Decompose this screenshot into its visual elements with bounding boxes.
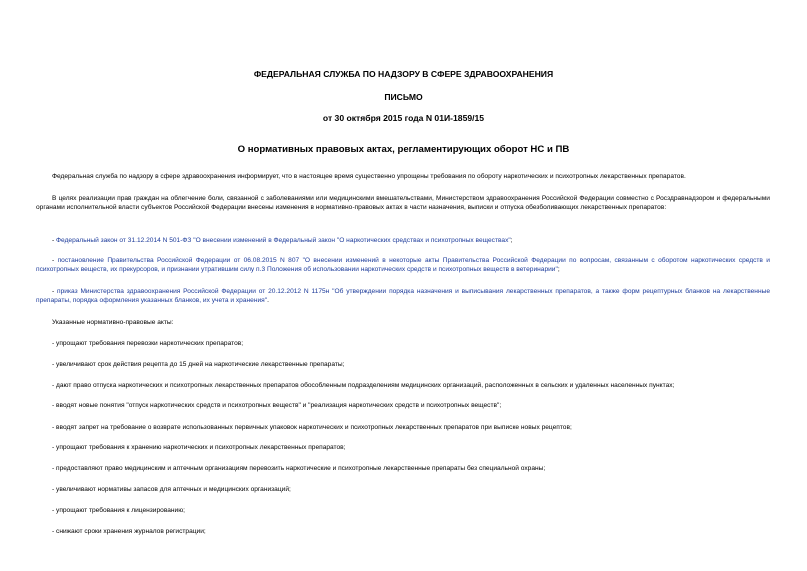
order-1175n-link[interactable]: приказ Министерства здравоохранения Российской Федерации от 20.12.2012 N 1175н "Об утверждении порядка назначения и выписывания лекарственных препаратов, а также форм рецептурных бланков на лекарственные препараты, порядка оформления указанных бланков, их учета и хранения" (36, 288, 771, 305)
list-item: - вводят новые понятия "отпуск наркотических средств и психотропных веществ" и "реализация наркотических средств и психотропных веществ"; (52, 402, 502, 409)
list-item: - снижают сроки хранения журналов регистрации; (52, 528, 206, 535)
list-item: - увеличивают нормативы запасов для аптечных и медицинских организаций; (52, 486, 291, 493)
issuing-organization: ФЕДЕРАЛЬНАЯ СЛУЖБА ПО НАДЗОРУ В СФЕРЕ ЗДРАВООХРАНЕНИЯ (253, 69, 554, 79)
list-item: - дают право отпуска наркотических и психотропных лекарственных препаратов обособленным подразделениям медицинских организаций, расположенных в сельских и удаленных населенных пунктах; (52, 382, 675, 389)
list-item: - упрощают требования к хранению наркотических и психотропных лекарственных препаратов; (52, 444, 346, 451)
decree-807-link[interactable]: постановление Правительства Российской Федерации от 06.08.2015 N 807 "О внесении изменений в некоторые акты Правительства Российской Федерации по вопросам, связанным с оборотом наркотических средств и психотропных веществ, их прекурсоров, и признании утратившим силу п.3 Положения об использовании наркотических средств и психотропных веществ в ветеринарии" (36, 257, 770, 274)
list-item: - увеличивают срок действия рецепта до 15 дней на наркотические лекарственные препараты; (52, 361, 345, 368)
document-type: ПИСЬМО (384, 92, 423, 102)
document-subject: О нормативных правовых актах, регламентирующих оборот НС и ПВ (237, 144, 570, 155)
list-item: - предоставляют право медицинским и аптечным организациям перевозить наркотические и психотропные лекарственные препараты без специальной охраны; (52, 465, 546, 472)
document-date-number: от 30 октября 2015 года N 01И-1859/15 (322, 113, 485, 123)
intro-paragraph: Федеральная служба по надзору в сфере здравоохранения информирует, что в настоящее время существенно упрощены требования по обороту наркотических и психотропных лекарственных препаратов. (52, 173, 686, 180)
law-501-fz-link[interactable]: Федеральный закон от 31.12.2014 N 501-ФЗ "О внесении изменений в Федеральный закон "О наркотических средствах и психотропных веществах" (56, 237, 511, 244)
list-item: - упрощают требования к лицензированию; (52, 507, 186, 514)
list-item: - упрощают требования перевозки наркотических препаратов; (52, 340, 244, 347)
context-paragraph: В целях реализации прав граждан на облегчение боли, связанной с заболеваниями или медицинскими вмешательствами, Министерством здравоохранения Российской Федерации совместно с Росздравнадзором и федеральными органами исполнительной власти субъектов Российской Федерации внесены изменения в нормативно-правовых актах в части назначения, выписки и отпуска обезболивающих лекарственных препаратов: (36, 195, 770, 212)
acts-intro: Указанные нормативно-правовые акты: (52, 319, 174, 326)
list-item: - вводят запрет на требование о возврате использованных первичных упаковок наркотических и психотропных лекарственных препаратов при выписке новых рецептов; (52, 424, 572, 431)
link-item: - постановление Правительства Российской Федерации от 06.08.2015 N 807 "О внесении изменений в некоторые акты Правительства Российской Федерации по вопросам, связанным с оборотом наркотических средств и психотропных веществ, их прекурсоров, и признании утратившим силу п.3 Положения об использовании наркотических средств и психотропных веществ в ветеринарии"; (36, 257, 770, 274)
link-item: - приказ Министерства здравоохранения Российской Федерации от 20.12.2012 N 1175н "Об утверждении порядка назначения и выписывания лекарственных препаратов, а также форм рецептурных бланков на лекарственные препараты, порядка оформления указанных бланков, их учета и хранения". (36, 288, 771, 305)
link-item: - Федеральный закон от 31.12.2014 N 501-ФЗ "О внесении изменений в Федеральный закон "О наркотических средствах и психотропных веществах"; (52, 237, 513, 244)
